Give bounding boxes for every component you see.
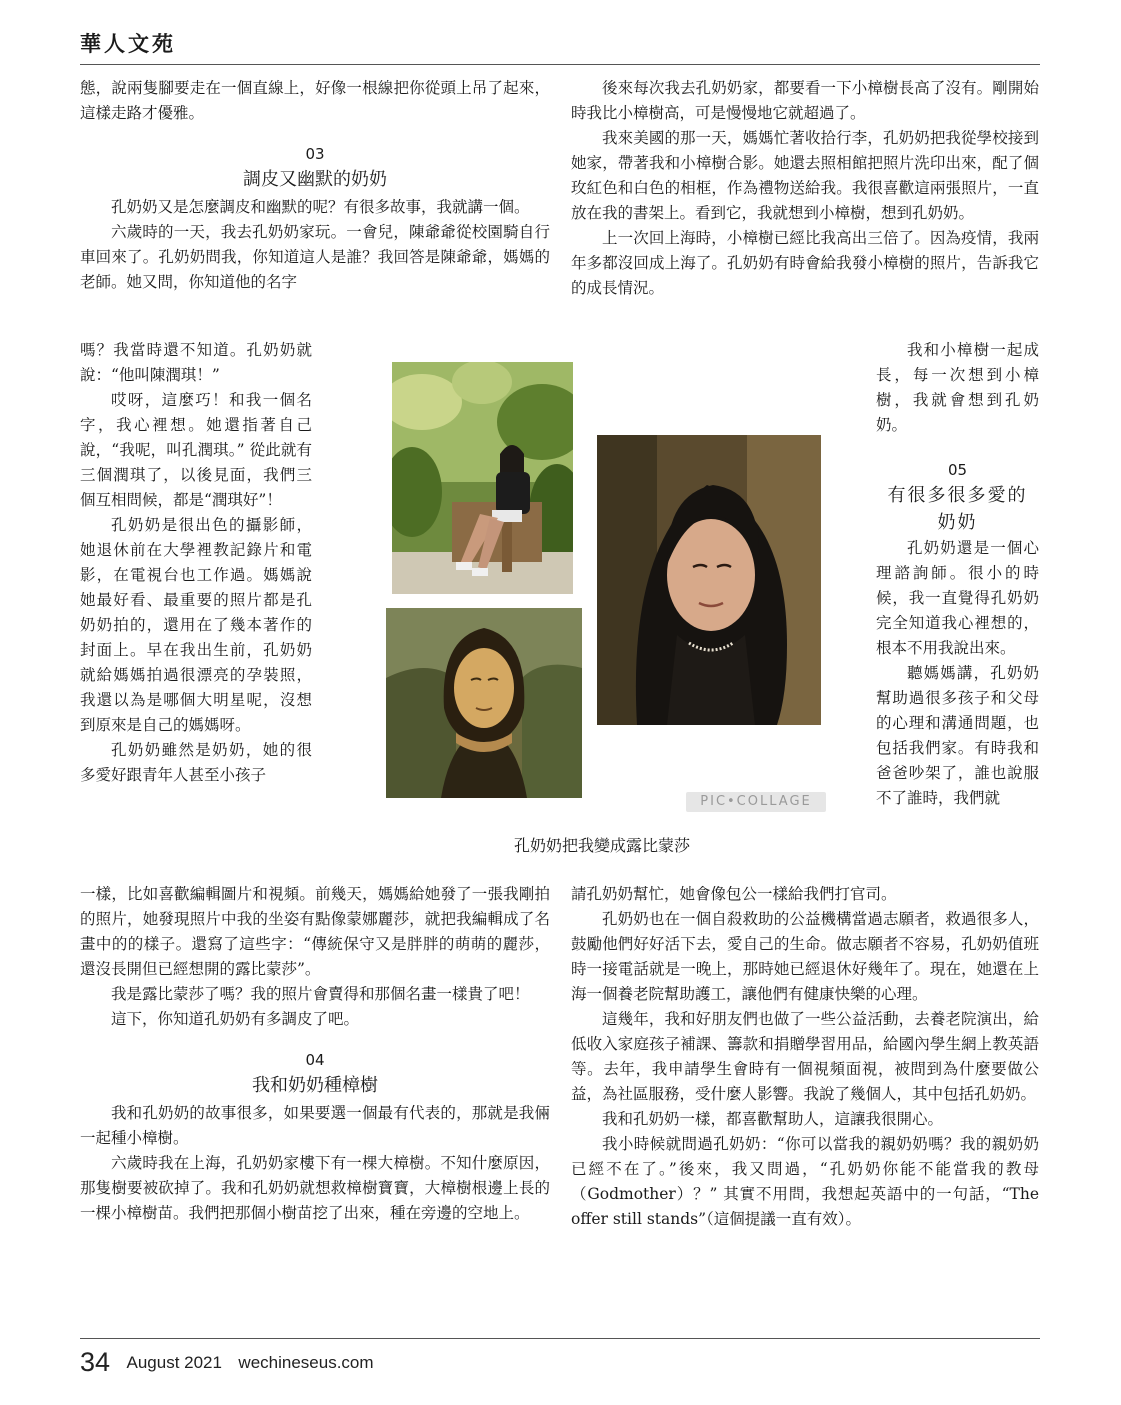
header-rule [80,64,1040,65]
paragraph: 我小時候就問過孔奶奶：“你可以當我的親奶奶嗎？我的親奶奶已經不在了。”後來，我又問過，“孔奶奶你能不能當我的教母（Godmother）？” 其實不用問，我想起英語中的一句話，“The offer still stands”（這個提議一直有效）。 [571,1135,1039,1228]
photo-mona-lisa-painting [386,608,582,798]
section-title: 奶奶 [937,512,978,533]
paragraph: 嗎？我當時還不知道。孔奶奶就說：“他叫陳潤琪！” [80,341,312,384]
paragraph: 態，說兩隻腳要走在一個直線上，好像一根線把你從頭上吊了起來，這樣走路才優雅。 [80,79,550,122]
page-number: 34 [80,1347,111,1377]
footer-rule [80,1338,1040,1339]
section-number: 05 [947,461,968,479]
section-title: 有很多很多愛的 [887,485,1028,506]
paragraph: 孔奶奶是很出色的攝影師，她退休前在大學裡教記錄片和電影，在電視台也工作過。媽媽說她最好看、最重要的照片都是孔奶奶拍的，還用在了幾本著作的封面上。早在我出生前，孔奶奶就給媽媽拍過很漂亮的孕裝照，我還以為是哪個大明星呢，沒想到原來是自己的媽媽呀。 [80,516,312,734]
masthead: 華人文苑 [80,31,176,56]
paragraph: 孔奶奶雖然是奶奶，她的很多愛好跟青年人甚至小孩子 [80,741,312,784]
section-title: 我和奶奶種樟樹 [252,1075,378,1096]
paragraph: 哎呀，這麼巧！和我一個名字，我心裡想。她還指著自己說，“我呢，叫孔潤琪。” 從此就有三個潤琪了，以後見面，我們三個互相問候，都是“潤琪好”！ [80,391,312,509]
left-column-top [80,76,550,295]
right-column-top [571,76,1039,301]
section-number: 03 [305,145,325,163]
paragraph: 一樣，比如喜歡編輯圖片和視頻。前幾天，媽媽給她發了一張我剛拍的照片，她發現照片中我的坐姿有點像蒙娜麗莎，就把我編輯成了名畫中的的樣子。還寫了這些字：“傳統保守又是胖胖的萌萌的麗莎，還沒長開但已經想開的露比蒙莎”。 [80,885,550,978]
photo-edited-portrait [597,435,821,725]
section-title: 調皮又幽默的奶奶 [243,169,387,190]
paragraph: 後來每次我去孔奶奶家，都要看一下小樟樹長高了沒有。剛開始時我比小樟樹高，可是慢慢地它就超過了。 [571,79,1039,122]
paragraph: 我來美國的那一天，媽媽忙著收拾行李，孔奶奶把我從學校接到她家，帶著我和小樟樹合影。她還去照相館把照片洗印出來，配了個玫紅色和白色的相框，作為禮物送給我。我很喜歡這兩張照片，一直放在我的書架上。看到它，我就想到小樟樹，想到孔奶奶。 [571,129,1039,222]
section-number: 04 [305,1051,325,1069]
left-column-bottom [80,882,550,1226]
issue-date: August 2021 [126,1353,222,1372]
website-url: wechineseus.com [238,1353,374,1372]
paragraph: 請孔奶奶幫忙，她會像包公一樣給我們打官司。 [571,885,897,903]
paragraph: 這下，你知道孔奶奶有多調皮了吧。 [111,1010,360,1028]
paragraph: 上一次回上海時，小樟樹已經比我高出三倍了。因為疫情，我兩年多都沒回成上海了。孔奶奶有時會給我發小樟樹的照片，告訴我它的成長情況。 [571,229,1039,297]
paragraph: 這幾年，我和好朋友們也做了一些公益活動，去養老院演出，給低收入家庭孩子補課、籌款和捐贈學習用品，給國內學生網上教英語等。去年，我申請學生會時有一個視頻面視，被問到為什麼要做公益，為社區服務，受什麼人影響。我說了幾個人，其中包括孔奶奶。 [571,1010,1039,1103]
right-column-narrow [876,338,1039,811]
paragraph: 我是露比蒙莎了嗎？我的照片會賣得和那個名畫一樣貴了吧！ [111,985,530,1003]
paragraph: 六歲時的一天，我去孔奶奶家玩。一會兒，陳爺爺從校園騎自行車回來了。孔奶奶問我，你知道這人是誰？我回答是陳爺爺，媽媽的老師。她又問，你知道他的名字 [80,223,550,291]
paragraph: 孔奶奶也在一個自殺救助的公益機構當過志願者，救過很多人，鼓勵他們好好活下去，愛自己的生命。做志願者不容易，孔奶奶值班時一接電話就是一晚上，那時她已經退休好幾年了。現在，她還在上海一個養老院幫助護工，讓他們有健康快樂的心理。 [571,910,1039,1003]
paragraph: 孔奶奶還是一個心理諮詢師。很小的時候，我一直覺得孔奶奶完全知道我心裡想的，根本不用我說出來。 [876,539,1039,657]
paragraph: 六歲時我在上海，孔奶奶家樓下有一棵大樟樹。不知什麼原因，那隻樹要被砍掉了。我和孔奶奶就想救樟樹寶寶，大樟樹根邊上長的一棵小樟樹苗。我們把那個小樹苗挖了出來，種在旁邊的空地上。 [80,1154,550,1222]
paragraph: 聽媽媽講，孔奶奶幫助過很多孩子和父母的心理和溝通問題，也包括我們家。有時我和爸爸吵架了，誰也說服不了誰時，我們就 [876,664,1039,807]
right-column-bottom [571,882,1039,1232]
paragraph: 孔奶奶又是怎麼調皮和幽默的呢？有很多故事，我就講一個。 [111,198,530,216]
pic-collage-watermark: PIC•COLLAGE [686,792,826,812]
paragraph: 我和孔奶奶的故事很多，如果要選一個最有代表的，那就是我倆一起種小樟樹。 [80,1104,550,1147]
photo-caption: 孔奶奶把我變成露比蒙莎 [514,836,691,855]
photo-girl-in-garden [392,362,573,594]
paragraph: 我和小樟樹一起成長，每一次想到小樟樹，我就會想到孔奶奶。 [876,341,1039,434]
paragraph: 我和孔奶奶一樣，都喜歡幫助人，這讓我很開心。 [602,1110,944,1128]
left-column-narrow [80,338,312,788]
footer [80,1347,374,1378]
